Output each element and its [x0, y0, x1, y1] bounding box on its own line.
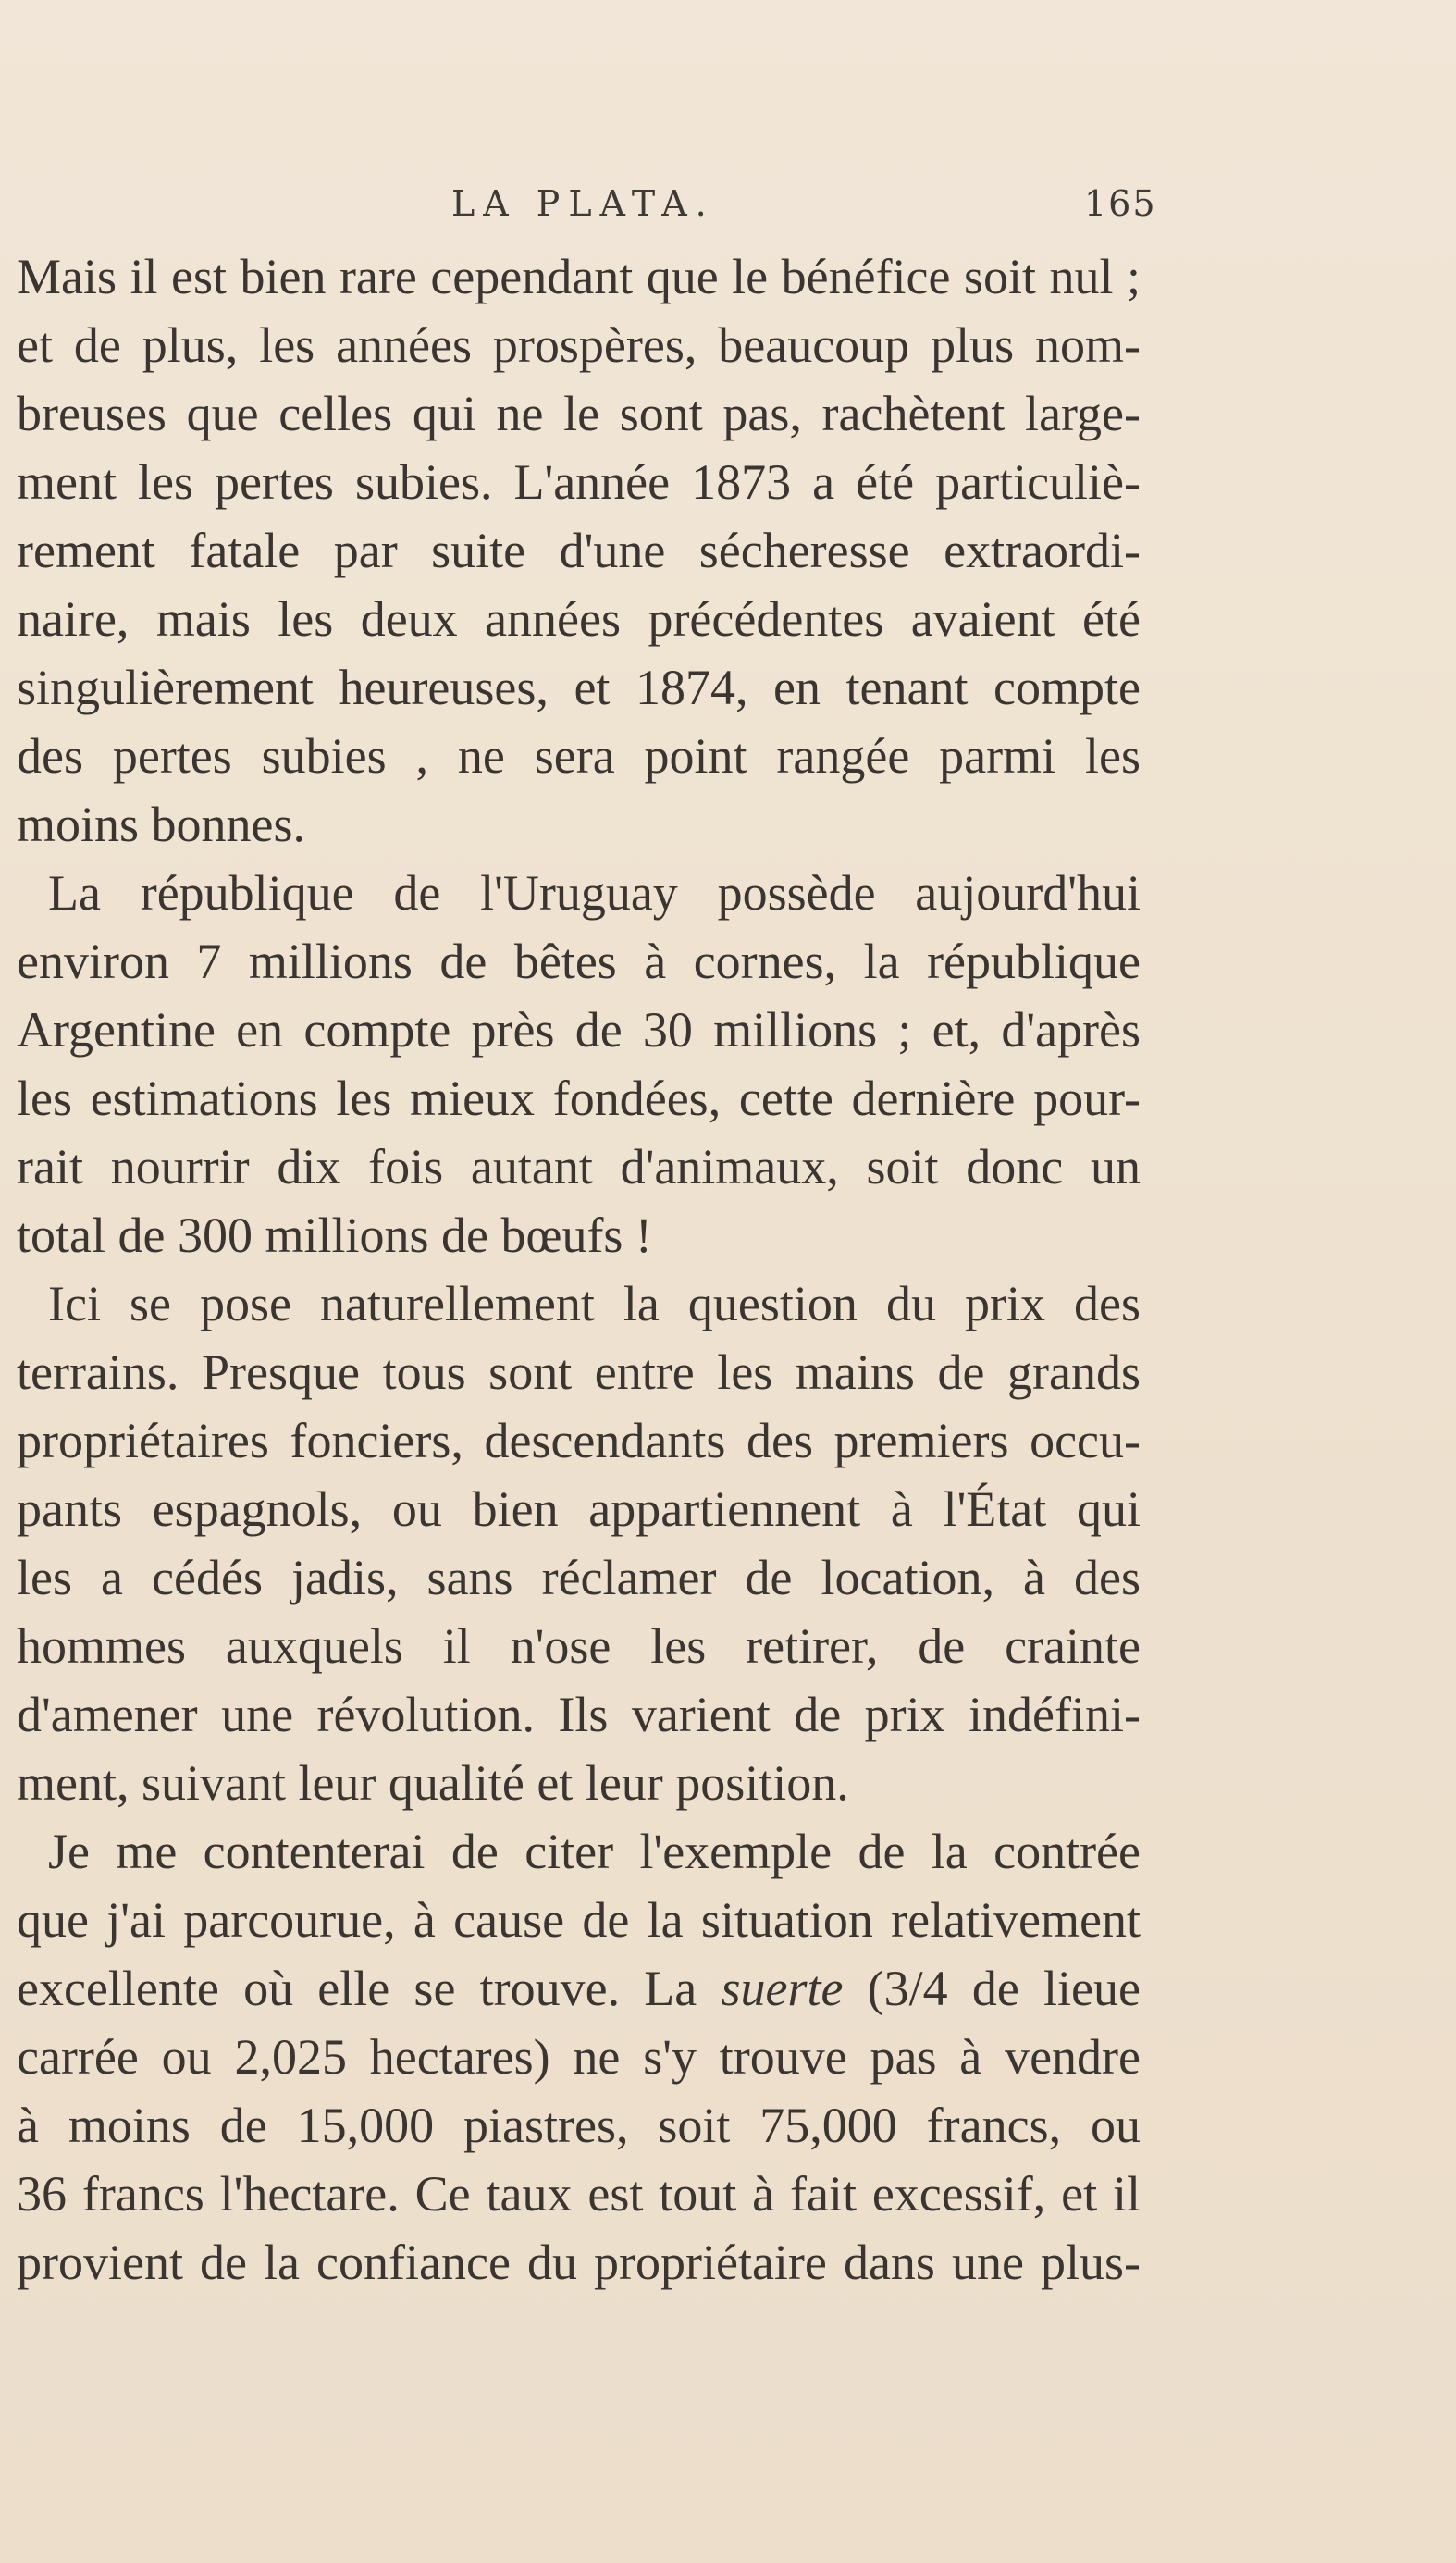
- running-title: LA PLATA.: [451, 183, 715, 224]
- text-line: les a cédés jadis, sans réclamer de location, à des: [17, 1550, 1141, 1605]
- paragraph-start-line: Je me contenterai de citer l'exemple de la contrée: [48, 1824, 1141, 1879]
- text-line: terrains. Presque tous sont entre les mains de grands: [17, 1344, 1141, 1400]
- text-line: singulièrement heureuses, et 1874, en tenant compte: [17, 660, 1141, 715]
- text-line: à moins de 15,000 piastres, soit 75,000 francs, ou: [17, 2098, 1141, 2153]
- text-line: provient de la confiance du propriétaire dans une plus-: [17, 2235, 1141, 2290]
- text-line: environ 7 millions de bêtes à cornes, la république: [17, 934, 1141, 989]
- text-line: les estimations les mieux fondées, cette dernière pour-: [17, 1071, 1141, 1126]
- text-line: moins bonnes.: [17, 797, 306, 852]
- text-line: naire, mais les deux années précédentes avaient été: [17, 591, 1141, 647]
- page-number: 165: [1084, 183, 1157, 224]
- text-line: rement fatale par suite d'une sécheresse extraordi-: [17, 523, 1141, 578]
- text-line: Mais il est bien rare cependant que le bénéfice soit nul ;: [17, 249, 1141, 304]
- italic-term: suerte: [721, 1961, 844, 2016]
- text-line: carrée ou 2,025 hectares) ne s'y trouve pas à vendre: [17, 2029, 1141, 2085]
- running-head: [0, 183, 1456, 239]
- text-line: propriétaires fonciers, descendants des premiers occu-: [17, 1413, 1141, 1468]
- text-line: rait nourrir dix fois autant d'animaux, soit donc un: [17, 1139, 1141, 1195]
- text-line: ment, suivant leur qualité et leur position.: [17, 1755, 849, 1811]
- text-line: total de 300 millions de bœufs !: [17, 1207, 652, 1263]
- text-line: des pertes subies , ne sera point rangée parmi les: [17, 728, 1141, 784]
- text-line: ment les pertes subies. L'année 1873 a été particuliè-: [17, 454, 1141, 510]
- text-segment: (3/4 de lieue: [843, 1961, 1141, 2016]
- text-line: pants espagnols, ou bien appartiennent à l'État qui: [17, 1481, 1141, 1537]
- text-line: breuses que celles qui ne le sont pas, rachètent large-: [17, 386, 1141, 441]
- text-line: hommes auxquels il n'ose les retirer, de crainte: [17, 1618, 1141, 1674]
- paragraph-start-line: Ici se pose naturellement la question du prix des: [48, 1276, 1141, 1331]
- paragraph-start-line: La république de l'Uruguay possède aujourd'hui: [48, 865, 1141, 921]
- text-line: que j'ai parcourue, à cause de la situation relativement: [17, 1892, 1141, 1948]
- text-line: 36 francs l'hectare. Ce taux est tout à fait excessif, et il: [17, 2166, 1141, 2222]
- text-segment: excellente où elle se trouve. La: [17, 1961, 722, 2016]
- text-line: et de plus, les années prospères, beaucoup plus nom-: [17, 317, 1141, 373]
- text-line: [17, 1954, 1141, 2023]
- text-line: d'amener une révolution. Ils varient de prix indéfini-: [17, 1687, 1141, 1742]
- text-line: Argentine en compte près de 30 millions ; et, d'après: [17, 1002, 1141, 1058]
